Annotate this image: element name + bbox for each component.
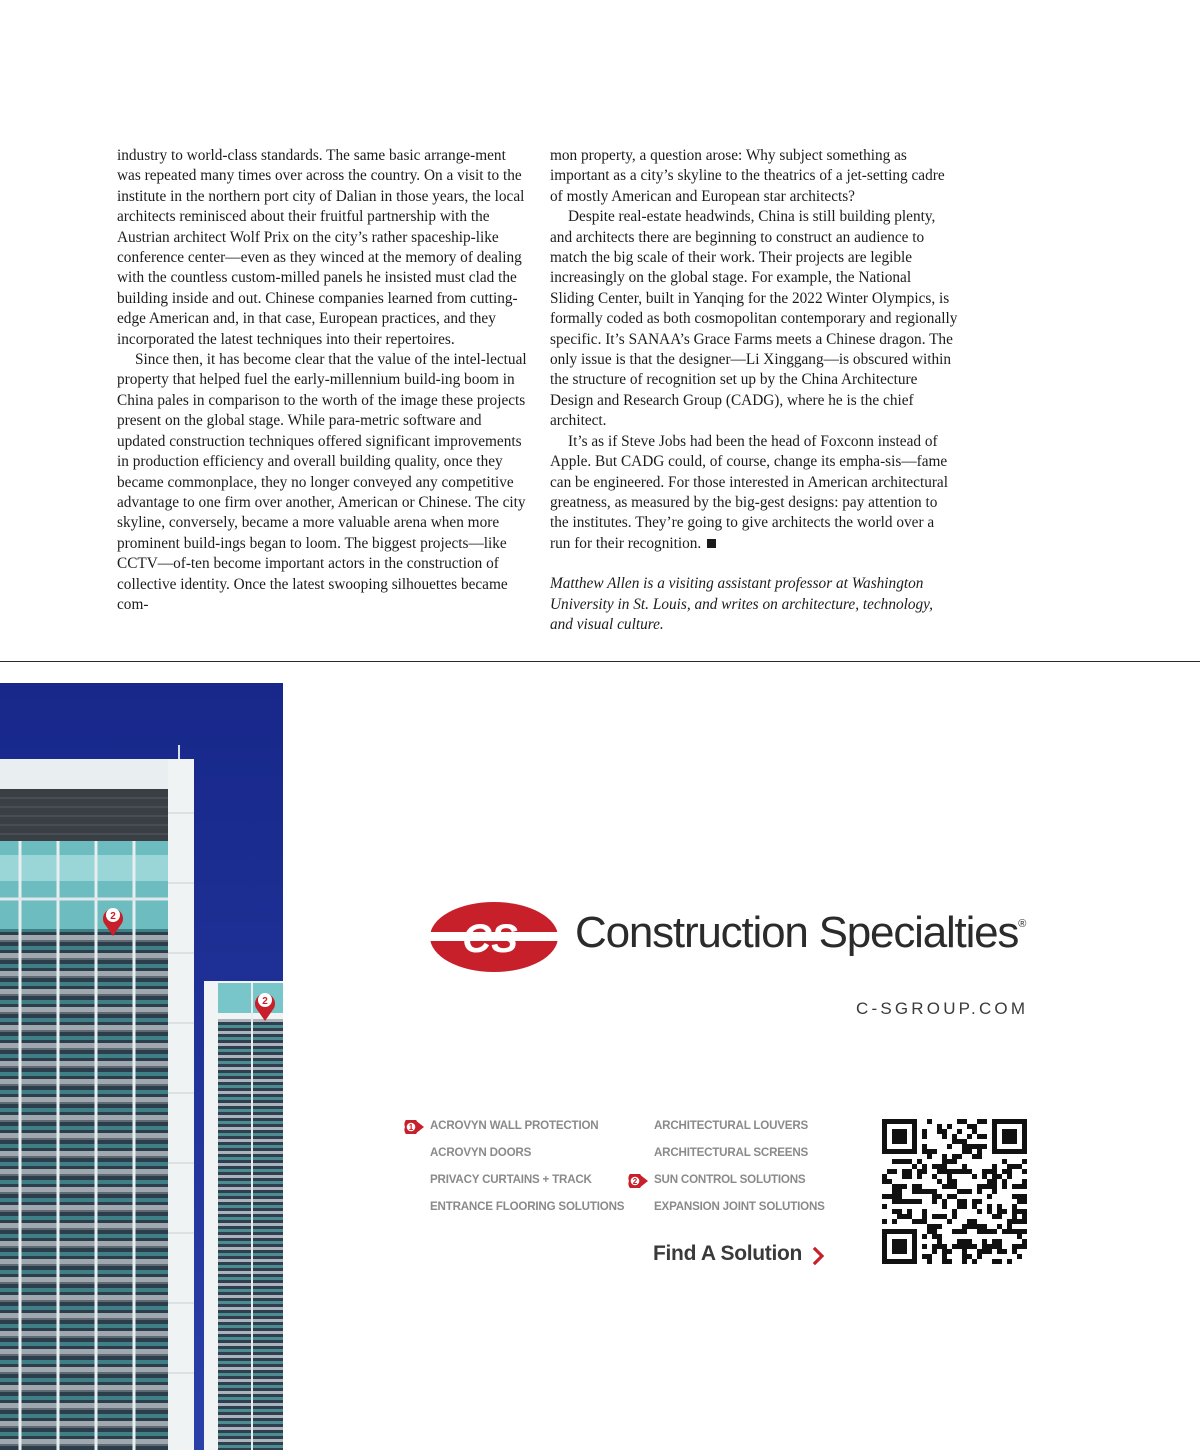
article-paragraph-final (550, 432, 958, 554)
logo-letters: CS (462, 917, 518, 961)
product-marker-icon (404, 1120, 425, 1134)
product-link[interactable]: ACROVYN WALL PROTECTION (430, 1119, 599, 1132)
find-solution-link[interactable]: Find A Solution (653, 1242, 803, 1265)
section-divider (0, 661, 1200, 662)
product-link[interactable]: EXPANSION JOINT SOLUTIONS (654, 1200, 825, 1213)
product-link[interactable]: PRIVACY CURTAINS + TRACK (430, 1173, 592, 1186)
article-paragraph: industry to world-class standards. The same basic arrange-ment was repeated many times over across the country. On a visit to the institute in the northern port city of Dalian in those years, the local architects reminisced about their fruitful partnership with the Austrian architect Wolf Prix on the city’s rather spaceship-like conference center—even as they winced at the memory of dealing with the countless custom-milled panels he insisted must clad the building inside and out. Chinese companies learned from cutting-edge American and, in that case, European practices, and they incorporated the latest techniques into their repertoires. (117, 147, 525, 348)
website-url[interactable]: C-SGROUP.COM (856, 999, 1029, 1018)
qr-code[interactable] (882, 1119, 1027, 1264)
registered-mark: ® (1018, 918, 1027, 930)
article-paragraph: Despite real-estate headwinds, China is still building plenty, and architects there are beginning to construct an audience to match the big scale of their work. Their projects are legible increasingly on the global stage. For example, the National Sliding Center, built in Yanqing for the 2022 Winter Olympics, is formally coded as both cosmopolitan contemporary and regionally specific. It’s SANAA’s Grace Farms meets a Chinese dragon. The only issue is that the designer—Li Xinggang—is obscured within the structure of recognition set up by the China Architecture Design and Research Group (CADG), where he is the chief architect. (550, 208, 958, 430)
photo-marker-label: 2 (262, 996, 268, 1007)
chevron-right-icon[interactable] (812, 1245, 826, 1267)
product-link[interactable]: ARCHITECTURAL SCREENS (654, 1146, 809, 1159)
article-paragraph: mon property, a question arose: Why subject something as important as a city’s skyline to the theatrics of a jet-setting cadre of mostly American and European star architects? (550, 147, 945, 205)
photo-marker-label: 2 (110, 911, 116, 922)
building-photo (0, 683, 283, 1450)
svg-text:2: 2 (632, 1177, 638, 1186)
product-link[interactable]: ARCHITECTURAL LOUVERS (654, 1119, 809, 1132)
article-column-left (117, 146, 527, 615)
svg-text:1: 1 (408, 1123, 414, 1132)
brand-name-text: Construction Specialties (575, 908, 1019, 957)
end-mark-icon (707, 539, 716, 548)
article-paragraph-text: It’s as if Steve Jobs had been the head of Foxconn instead of Apple. But CADG could, of course, change its empha-sis—fame can be engineered. For those interested in American architectural greatness, as measured by the big-gest designs: pay attention to the institutes. They’re going to give architects the world over a run for their recognition. (550, 432, 948, 552)
article-column-right (550, 146, 958, 635)
product-link[interactable]: SUN CONTROL SOLUTIONS (654, 1173, 806, 1186)
author-byline: Matthew Allen is a visiting assistant professor at Washington University in St. Louis, and writes on architecture, technology, and visual culture. (550, 575, 933, 633)
article-paragraph: Since then, it has become clear that the value of the intel-lectual property that helped fuel the early-millennium build-ing boom in China pales in comparison to the worth of the image these projects present on the global stage. While para-metric software and updated construction techniques offered significant improvements in production efficiency and overall building quality, once they became commonplace, they no longer conveyed any competitive advantage to one firm over another, American or Chinese. The city skyline, conversely, became a more valuable arena when more prominent build-ings began to loom. The biggest projects—like CCTV—of-ten become important actors in the construction of collective identity. Once the latest swooping silhouettes became com- (117, 351, 527, 613)
product-marker-icon (628, 1174, 649, 1188)
product-link[interactable]: ACROVYN DOORS (430, 1146, 532, 1159)
cs-logo (430, 902, 558, 972)
brand-name (575, 908, 1026, 958)
product-link[interactable]: ENTRANCE FLOORING SOLUTIONS (430, 1200, 625, 1213)
